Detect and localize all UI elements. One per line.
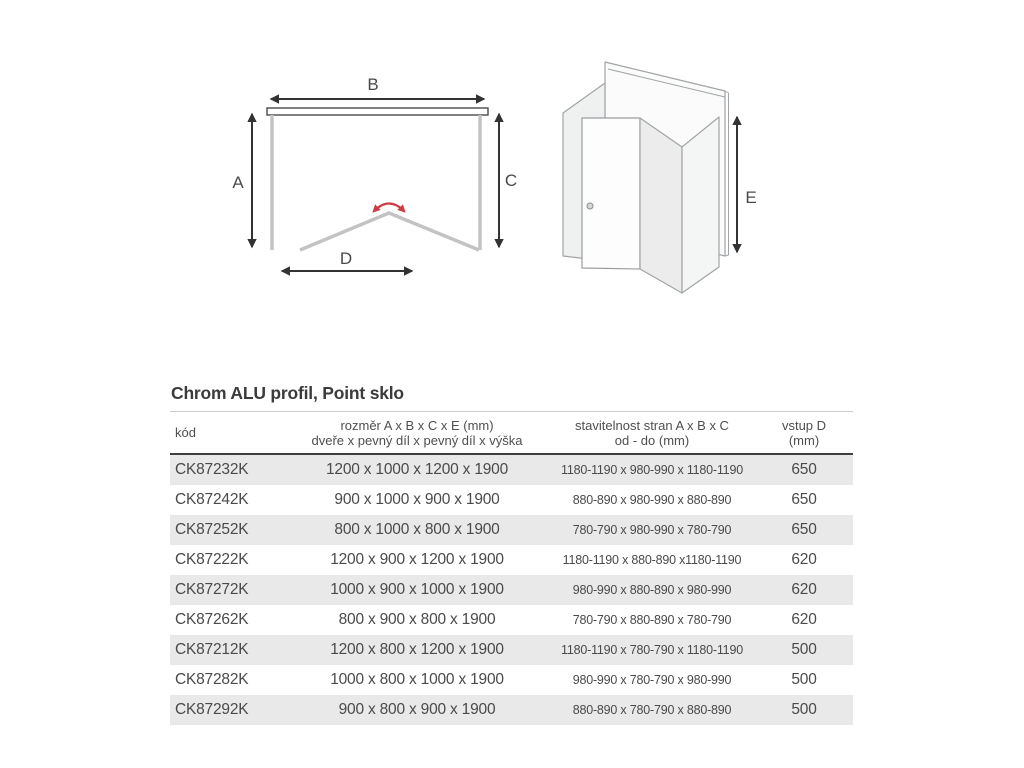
table-row — [170, 695, 853, 725]
cell-kod: CK87222K — [175, 551, 249, 568]
dim-label-c: C — [504, 171, 518, 190]
dim-label-a: A — [232, 173, 244, 192]
door-panel — [582, 118, 640, 269]
cell-stavitelnost: 880-890 x 780-790 x 880-890 — [572, 703, 732, 717]
cell-stavitelnost: 1180-1190 x 880-890 x1180-1190 — [562, 553, 742, 567]
table-row — [170, 635, 853, 665]
cell-stavitelnost: 1180-1190 x 980-990 x 1180-1190 — [561, 463, 743, 477]
cell-kod: CK87272K — [175, 581, 249, 598]
cell-vstup: 620 — [791, 611, 817, 628]
cell-kod: CK87282K — [175, 671, 249, 688]
cell-kod: CK87212K — [175, 641, 249, 658]
top-view-diagram — [232, 75, 517, 271]
perspective-view-diagram — [563, 62, 757, 293]
cell-rozmer: 800 x 900 x 800 x 1900 — [338, 611, 496, 628]
cell-vstup: 500 — [791, 701, 817, 718]
header-rozmer-line1: rozměr A x B x C x E (mm) — [340, 417, 494, 433]
table-row — [170, 575, 853, 605]
cell-kod: CK87292K — [175, 701, 249, 718]
cell-rozmer: 1200 x 900 x 1200 x 1900 — [330, 551, 504, 568]
spec-table — [170, 411, 853, 725]
header-stavitelnost-line1: stavitelnost stran A x B x C — [575, 417, 729, 433]
cell-vstup: 650 — [791, 521, 817, 538]
cell-vstup: 620 — [791, 581, 817, 598]
door-swing-arrow — [374, 204, 404, 212]
cell-kod: CK87262K — [175, 611, 249, 628]
table-row — [170, 485, 853, 515]
header-stavitelnost — [549, 418, 755, 448]
cell-rozmer: 900 x 1000 x 900 x 1900 — [334, 491, 500, 508]
cell-vstup: 500 — [791, 641, 817, 658]
cell-stavitelnost: 880-890 x 980-990 x 880-890 — [572, 493, 732, 507]
table-row — [170, 515, 853, 545]
header-stavitelnost-line2: od - do (mm) — [614, 432, 690, 448]
dim-label-d: D — [339, 249, 353, 268]
cell-rozmer: 1200 x 1000 x 1200 x 1900 — [325, 461, 508, 478]
table-row — [170, 455, 853, 485]
cell-vstup: 500 — [791, 671, 817, 688]
header-vstup-line1: vstup D — [781, 417, 827, 433]
header-rozmer-line2: dveře x pevný díl x pevný díl x výška — [311, 432, 523, 448]
cell-stavitelnost: 780-790 x 980-990 x 780-790 — [572, 523, 732, 537]
cell-vstup: 650 — [791, 491, 817, 508]
table-body — [170, 455, 853, 725]
cell-stavitelnost: 980-990 x 780-790 x 980-990 — [572, 673, 732, 687]
dim-label-b: B — [367, 75, 379, 94]
page-title: Chrom ALU profil, Point sklo — [171, 383, 404, 403]
cell-vstup: 650 — [791, 461, 817, 478]
folding-panel-inner — [640, 118, 682, 293]
cell-kod: CK87232K — [175, 461, 249, 478]
cell-rozmer: 1000 x 900 x 1000 x 1900 — [330, 581, 504, 598]
table-header-row — [170, 411, 853, 455]
table-row — [170, 545, 853, 575]
cell-stavitelnost: 1180-1190 x 780-790 x 1180-1190 — [561, 643, 743, 657]
cell-rozmer: 1200 x 800 x 1200 x 1900 — [330, 641, 504, 658]
cell-vstup: 620 — [791, 551, 817, 568]
cell-rozmer: 1000 x 800 x 1000 x 1900 — [330, 671, 504, 688]
header-vstup — [755, 418, 853, 448]
door-knob-icon — [587, 203, 593, 209]
cell-kod: CK87242K — [175, 491, 249, 508]
cell-stavitelnost: 980-990 x 880-890 x 980-990 — [572, 583, 732, 597]
cell-rozmer: 900 x 800 x 900 x 1900 — [338, 701, 496, 718]
header-kod: kód — [175, 425, 196, 440]
cell-kod: CK87252K — [175, 521, 249, 538]
dim-label-e: E — [745, 188, 757, 207]
folding-doors-glass — [300, 213, 479, 250]
table-row — [170, 665, 853, 695]
folding-panel-outer — [682, 117, 719, 293]
table-row — [170, 605, 853, 635]
cell-stavitelnost: 780-790 x 880-890 x 780-790 — [572, 613, 732, 627]
header-vstup-line2: (mm) — [788, 432, 820, 448]
header-rozmer — [285, 418, 549, 448]
top-profile-bar — [267, 108, 488, 115]
cell-rozmer: 800 x 1000 x 800 x 1900 — [334, 521, 500, 538]
technical-diagrams — [0, 0, 1024, 340]
